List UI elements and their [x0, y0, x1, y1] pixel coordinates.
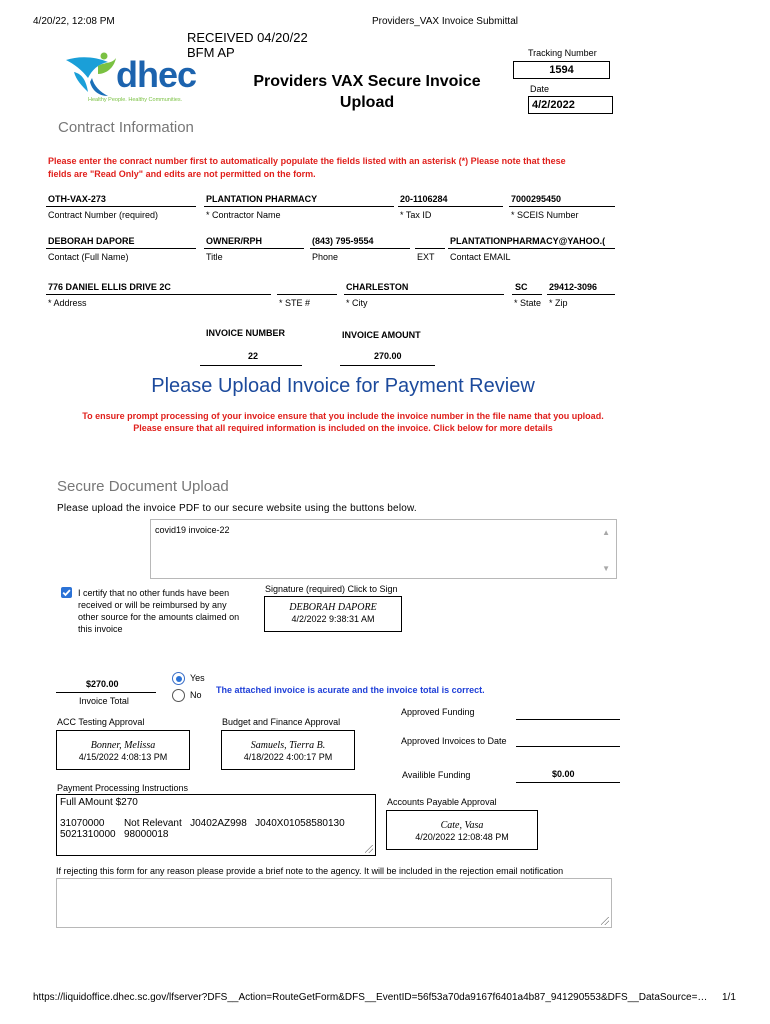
- form-title: [232, 71, 502, 113]
- contractor-name-value: PLANTATION PHARMACY: [206, 194, 318, 204]
- invoice-number-label: INVOICE NUMBER: [206, 328, 286, 338]
- email-value[interactable]: PLANTATIONPHARMACY@YAHOO.(: [450, 236, 606, 246]
- rejection-note-label: If rejecting this form for any reason please provide a brief note to the agency. It will be included in the rejection email notification: [56, 866, 564, 876]
- budget-approval-box[interactable]: [221, 730, 355, 770]
- invoice-number-value[interactable]: 22: [248, 351, 259, 361]
- certify-text-line4: this invoice: [78, 624, 123, 634]
- payment-instructions-line1: Full AMount $270: [60, 797, 138, 808]
- invoice-amount-underline: [340, 365, 435, 366]
- received-stamp-line1: RECEIVED 04/20/22: [187, 30, 308, 45]
- print-page-title: Providers_VAX Invoice Submittal: [372, 16, 518, 27]
- budget-approval-name: Samuels, Tierra B.: [250, 740, 326, 751]
- state-value: SC: [515, 282, 528, 292]
- state-underline: [512, 294, 542, 295]
- payment-instructions-field[interactable]: [56, 794, 376, 856]
- tax-id-label: * Tax ID: [400, 210, 432, 220]
- invoice-amount-value[interactable]: 270.00: [374, 351, 402, 361]
- contact-title-underline: [204, 248, 304, 249]
- email-label: Contact EMAIL: [450, 252, 511, 262]
- signature-label: Signature (required) Click to Sign: [265, 584, 398, 594]
- ap-approval-name: Cate, Vasa: [440, 820, 484, 831]
- state-label: * State: [514, 298, 542, 308]
- ap-approval-box[interactable]: [386, 810, 538, 850]
- certify-text-line1: I certify that no other funds have been: [78, 588, 230, 598]
- contract-number-underline: [46, 206, 196, 207]
- payment-instructions-line2: 31070000 Not Relevant J0402AZ998 J040X01058580130: [60, 818, 345, 829]
- zip-underline: [547, 294, 615, 295]
- acc-approval-name: Bonner, Melissa: [90, 740, 156, 751]
- print-page-number: 1/1: [722, 992, 736, 1003]
- radio-no[interactable]: [172, 689, 185, 702]
- uploaded-file-list[interactable]: [150, 519, 617, 579]
- certify-text-line3: other source for the amounts claimed on: [78, 612, 240, 622]
- contract-info-heading: Contract Information: [58, 119, 194, 136]
- rejection-note-field[interactable]: [56, 878, 612, 928]
- zip-label: * Zip: [549, 298, 568, 308]
- contract-notice-line2: fields are "Read Only" and edits are not permitted on the form.: [48, 169, 316, 179]
- upload-note-line1: To ensure prompt processing of your invoice ensure that you include the invoice number in the file name that you upload.: [82, 411, 604, 421]
- phone-value[interactable]: (843) 795-9554: [312, 236, 374, 246]
- approved-funding-label: Approved Funding: [401, 707, 475, 717]
- received-stamp-line2: BFM AP: [187, 45, 235, 60]
- radio-yes-dot: [176, 676, 182, 682]
- invoice-total-label: Invoice Total: [79, 696, 129, 706]
- print-datetime: 4/20/22, 12:08 PM: [33, 16, 115, 27]
- contact-title-value[interactable]: OWNER/RPH: [206, 236, 262, 246]
- ext-label: EXT: [417, 252, 435, 262]
- invoice-accurate-statement: The attached invoice is acurate and the invoice total is correct.: [216, 685, 485, 695]
- city-value: CHARLESTON: [346, 282, 409, 292]
- sceis-number-underline: [509, 206, 615, 207]
- received-stamp: [187, 30, 308, 60]
- acc-approval-label: ACC Testing Approval: [57, 717, 145, 727]
- tracking-number-label: Tracking Number: [528, 48, 597, 58]
- resize-handle-icon[interactable]: [365, 845, 373, 853]
- invoice-number-underline: [200, 365, 302, 366]
- available-funding-underline: [516, 782, 620, 783]
- contract-number-value[interactable]: OTH-VAX-273: [48, 194, 106, 204]
- resize-handle-icon[interactable]: [601, 917, 609, 925]
- contact-name-value[interactable]: DEBORAH DAPORE: [48, 236, 135, 246]
- upload-instructions: Please upload the invoice PDF to our secure website using the buttons below.: [57, 503, 417, 514]
- certify-checkbox[interactable]: [61, 587, 72, 598]
- radio-yes-label: Yes: [190, 673, 205, 683]
- invoice-amount-label: INVOICE AMOUNT: [342, 330, 421, 340]
- signature-time: 4/2/2022 9:38:31 AM: [291, 614, 375, 624]
- ap-approval-time: 4/20/2022 12:08:48 PM: [415, 832, 509, 842]
- contractor-name-underline: [204, 206, 394, 207]
- address-value: 776 DANIEL ELLIS DRIVE 2C: [48, 282, 171, 292]
- form-title-line1: Providers VAX Secure Invoice: [253, 73, 481, 90]
- upload-note: [0, 410, 686, 434]
- date-label: Date: [530, 84, 550, 94]
- zip-value: 29412-3096: [549, 282, 598, 292]
- ap-approval-label: Accounts Payable Approval: [387, 797, 497, 807]
- contract-notice: [48, 155, 566, 181]
- dhec-logo: [64, 52, 204, 108]
- payment-instructions-label: Payment Processing Instructions: [57, 783, 189, 793]
- sceis-number-label: * SCEIS Number: [511, 210, 579, 220]
- certify-text-line2: received or will be reimbursed by any: [78, 600, 227, 610]
- contract-notice-line1: Please enter the conract number first to automatically populate the fields listed with an asterisk (*) Please note that these: [48, 156, 566, 166]
- scroll-down-icon[interactable]: ▼: [602, 564, 610, 573]
- address-underline: [46, 294, 271, 295]
- approved-invoices-label: Approved Invoices to Date: [401, 736, 507, 746]
- ste-underline: [277, 294, 337, 295]
- email-underline: [448, 248, 615, 249]
- checkmark-icon: [61, 587, 72, 598]
- signature-name: DEBORAH DAPORE: [289, 602, 377, 613]
- uploaded-file-name[interactable]: covid19 invoice-22: [155, 525, 230, 535]
- contract-number-label: Contract Number (required): [48, 210, 159, 220]
- contact-name-underline: [46, 248, 196, 249]
- date-field: 4/2/2022: [528, 96, 613, 114]
- form-title-line2: Upload: [339, 94, 395, 111]
- available-funding-label: Availible Funding: [402, 770, 471, 780]
- print-url: https://liquidoffice.dhec.sc.gov/lfserver?DFS__Action=RouteGetForm&DFS__EventID=56f53a70da9167f6401a4b87_941290553&DFS__DataSource=…: [33, 992, 708, 1003]
- phone-underline: [310, 248, 410, 249]
- radio-no-label: No: [190, 690, 202, 700]
- tax-id-underline: [398, 206, 503, 207]
- signature-box[interactable]: [264, 596, 402, 632]
- budget-approval-label: Budget and Finance Approval: [222, 717, 341, 727]
- dhec-logo-tagline: Healthy People. Healthy Communities.: [88, 97, 183, 103]
- upload-heading: Please Upload Invoice for Payment Review: [151, 375, 535, 397]
- acc-approval-time: 4/15/2022 4:08:13 PM: [78, 752, 168, 762]
- secure-upload-heading: Secure Document Upload: [57, 478, 229, 495]
- city-label: * City: [346, 298, 368, 308]
- tax-id-value: 20-1106284: [400, 194, 448, 204]
- scroll-up-icon[interactable]: ▲: [602, 528, 610, 537]
- city-underline: [344, 294, 504, 295]
- ste-label: * STE #: [279, 298, 311, 308]
- approved-funding-underline: [516, 719, 620, 720]
- acc-approval-box[interactable]: [56, 730, 190, 770]
- radio-yes[interactable]: [172, 672, 185, 685]
- payment-instructions-line3: 5021310000 98000018: [60, 829, 169, 840]
- upload-note-line2: Please ensure that all required information is included on the invoice. Click below for more details: [133, 423, 553, 433]
- certify-text: [78, 587, 239, 635]
- available-funding-value: $0.00: [552, 769, 575, 779]
- invoice-total-value: $270.00: [86, 679, 119, 689]
- dhec-logo-wordmark: dhec: [116, 54, 197, 95]
- contractor-name-label: * Contractor Name: [206, 210, 281, 220]
- contact-title-label: Title: [206, 252, 223, 262]
- approved-invoices-underline: [516, 746, 620, 747]
- address-label: * Address: [48, 298, 87, 308]
- ext-underline: [415, 248, 445, 249]
- budget-approval-time: 4/18/2022 4:00:17 PM: [243, 752, 333, 762]
- tracking-number-field: 1594: [513, 61, 610, 79]
- dhec-logo-mark: [64, 52, 124, 98]
- contact-name-label: Contact (Full Name): [48, 252, 129, 262]
- invoice-total-underline: [56, 692, 156, 693]
- sceis-number-value: 7000295450: [511, 194, 562, 204]
- phone-label: Phone: [312, 252, 339, 262]
